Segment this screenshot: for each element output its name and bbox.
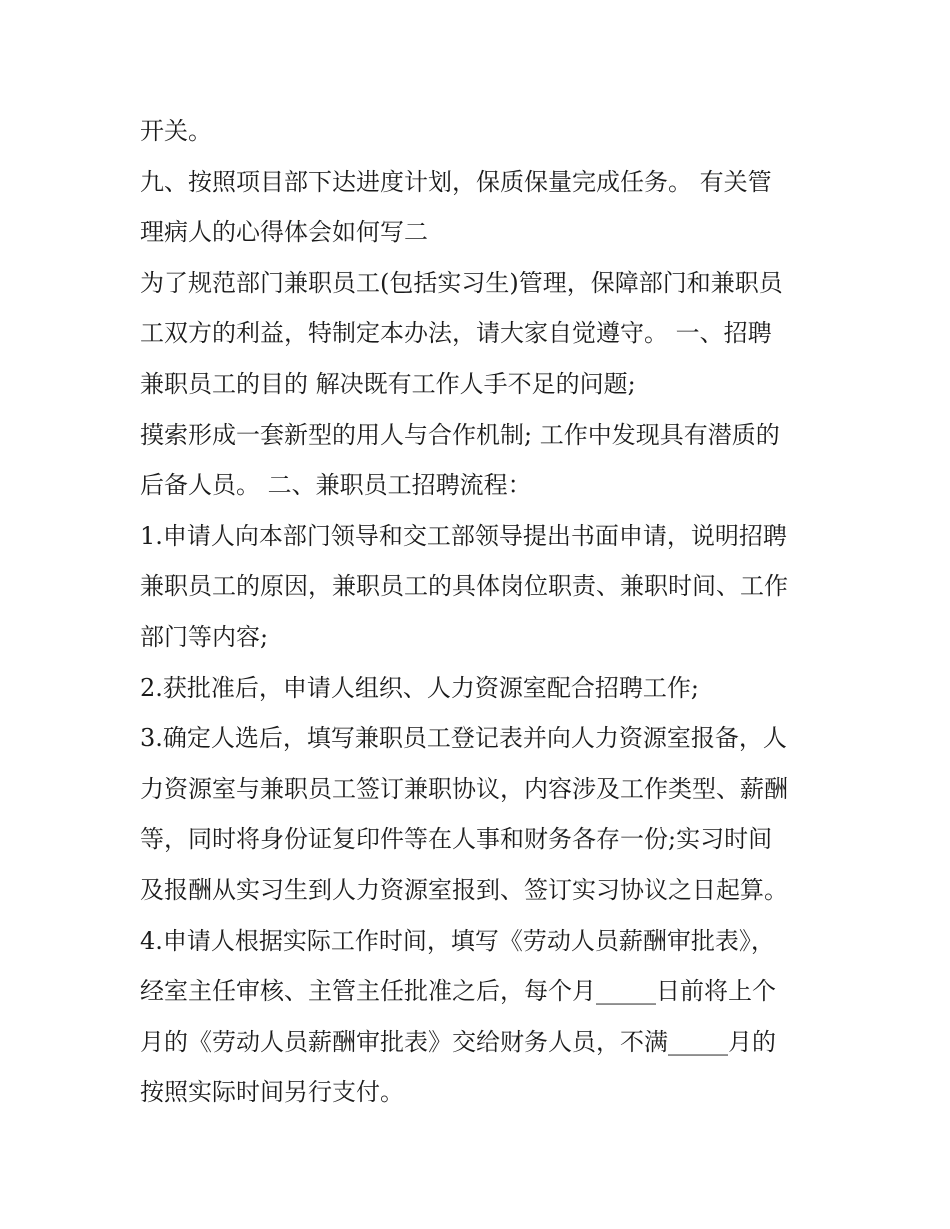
text-line: 理病人的心得体会如何写二 xyxy=(140,218,428,247)
text-line: 等，同时将身份证复印件等在人事和财务各存一份;实习时间 xyxy=(140,825,773,854)
text-line: 2.获批准后，申请人组织、人力资源室配合招聘工作; xyxy=(140,673,699,702)
text-line: 开关。 xyxy=(140,117,212,145)
text-line: 摸索形成一套新型的用人与合作机制; 工作中发现具有潜质的 xyxy=(140,420,780,449)
text-line: 及报酬从实习生到人力资源室报到、签订实习协议之日起算。 xyxy=(140,875,788,904)
text-line: 兼职员工的原因，兼职员工的具体岗位职责、兼职时间、工作 xyxy=(140,572,788,601)
text-line: 力资源室与兼职员工签订兼职协议，内容涉及工作类型、薪酬 xyxy=(140,774,788,803)
text-line: 按照实际时间另行支付。 xyxy=(140,1078,404,1107)
text-line: 为了规范部门兼职员工(包括实习生)管理，保障部门和兼职员 xyxy=(140,268,783,297)
text-line: 月的《劳动人员薪酬审批表》交给财务人员，不满_____月的 xyxy=(140,1027,776,1056)
document-body xyxy=(140,106,820,1118)
text-line: 九、按照项目部下达进度计划，保质保量完成任务。 有关管 xyxy=(140,167,772,196)
text-line: 兼职员工的目的 解决既有工作人手不足的问题; xyxy=(140,369,636,398)
text-line: 工双方的利益，特制定本办法，请大家自觉遵守。 一、招聘 xyxy=(140,319,772,348)
text-line: 4.申请人根据实际工作时间，填写《劳动人员薪酬审批表》， xyxy=(140,926,775,955)
text-line: 1.申请人向本部门领导和交工部领导提出书面申请，说明招聘 xyxy=(140,521,787,550)
text-line: 部门等内容; xyxy=(140,622,269,651)
text-line: 后备人员。 二、兼职员工招聘流程： xyxy=(140,471,532,500)
text-line: 3.确定人选后，填写兼职员工登记表并向人力资源室报备，人 xyxy=(140,724,787,753)
text-line: 经室主任审核、主管主任批准之后，每个月_____日前将上个 xyxy=(140,977,776,1006)
